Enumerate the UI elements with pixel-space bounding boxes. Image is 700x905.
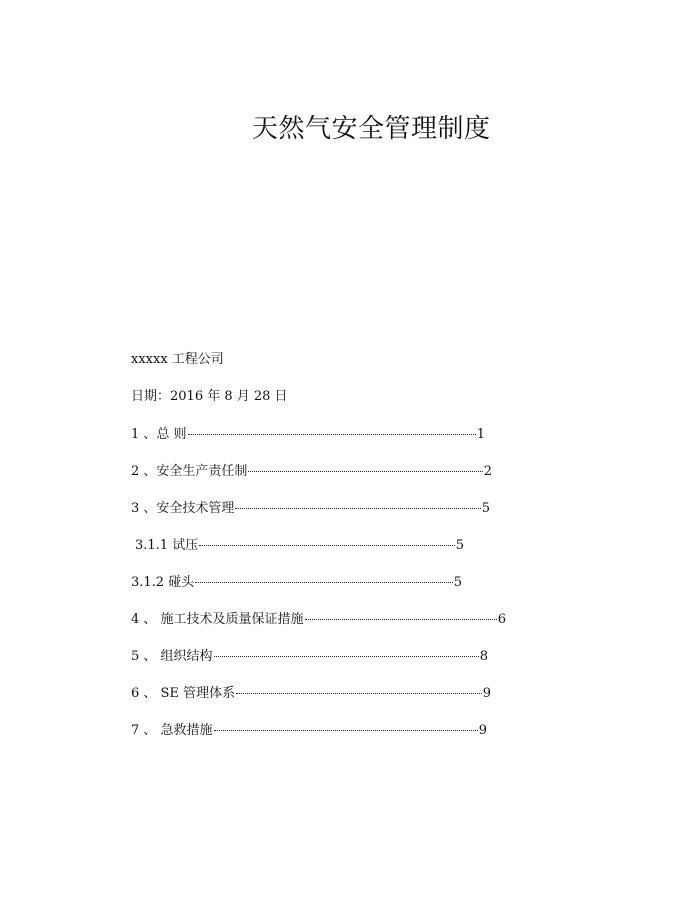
toc-dot-leader [236,693,482,694]
toc-entry-label: 3 、安全技术管理 [131,501,235,516]
toc-dot-leader [214,730,478,731]
toc-entry [131,571,462,590]
toc-entry [131,719,487,738]
toc-dot-leader [248,471,482,472]
toc-entry-label: 7 、 急救措施 [131,723,213,738]
toc-entry-label: 6 、 SE 管理体系 [131,686,236,701]
toc-dot-leader [199,545,455,546]
toc-entry-page: 5 [453,575,462,590]
toc-entry [131,645,488,664]
toc-entry [131,497,490,516]
document-title: 天然气安全管理制度 [252,114,491,144]
toc-dot-leader [235,508,480,509]
company-name: xxxxx 工程公司 [131,352,224,367]
toc-entry-page: 1 [476,427,485,442]
toc-entry [131,423,485,442]
toc-dot-leader [214,656,479,657]
toc-entry [131,682,491,701]
toc-entry [135,534,464,553]
toc-entry-page: 6 [497,612,506,627]
toc-entry-page: 5 [481,501,490,516]
toc-entry-page: 9 [478,723,487,738]
toc-dot-leader [195,582,453,583]
toc-entry [131,460,492,479]
toc-entry-label: 3.1.2 碰头 [131,575,195,590]
toc-entry [131,608,506,627]
document-date: 日期：2016 年 8 月 28 日 [131,389,288,404]
toc-entry-page: 2 [483,464,492,479]
toc-entry-page: 9 [482,686,491,701]
toc-dot-leader [305,619,497,620]
toc-entry-label: 3.1.1 试压 [135,538,199,553]
toc-entry-page: 5 [455,538,464,553]
toc-dot-leader [188,434,476,435]
toc-entry-label: 1 、总 则 [131,427,187,442]
toc-entry-label: 2 、安全生产责任制 [131,464,248,479]
toc-entry-page: 8 [479,649,488,664]
toc-entry-label: 5 、 组织结构 [131,649,213,664]
toc-entry-label: 4 、 施工技术及质量保证措施 [131,612,304,627]
